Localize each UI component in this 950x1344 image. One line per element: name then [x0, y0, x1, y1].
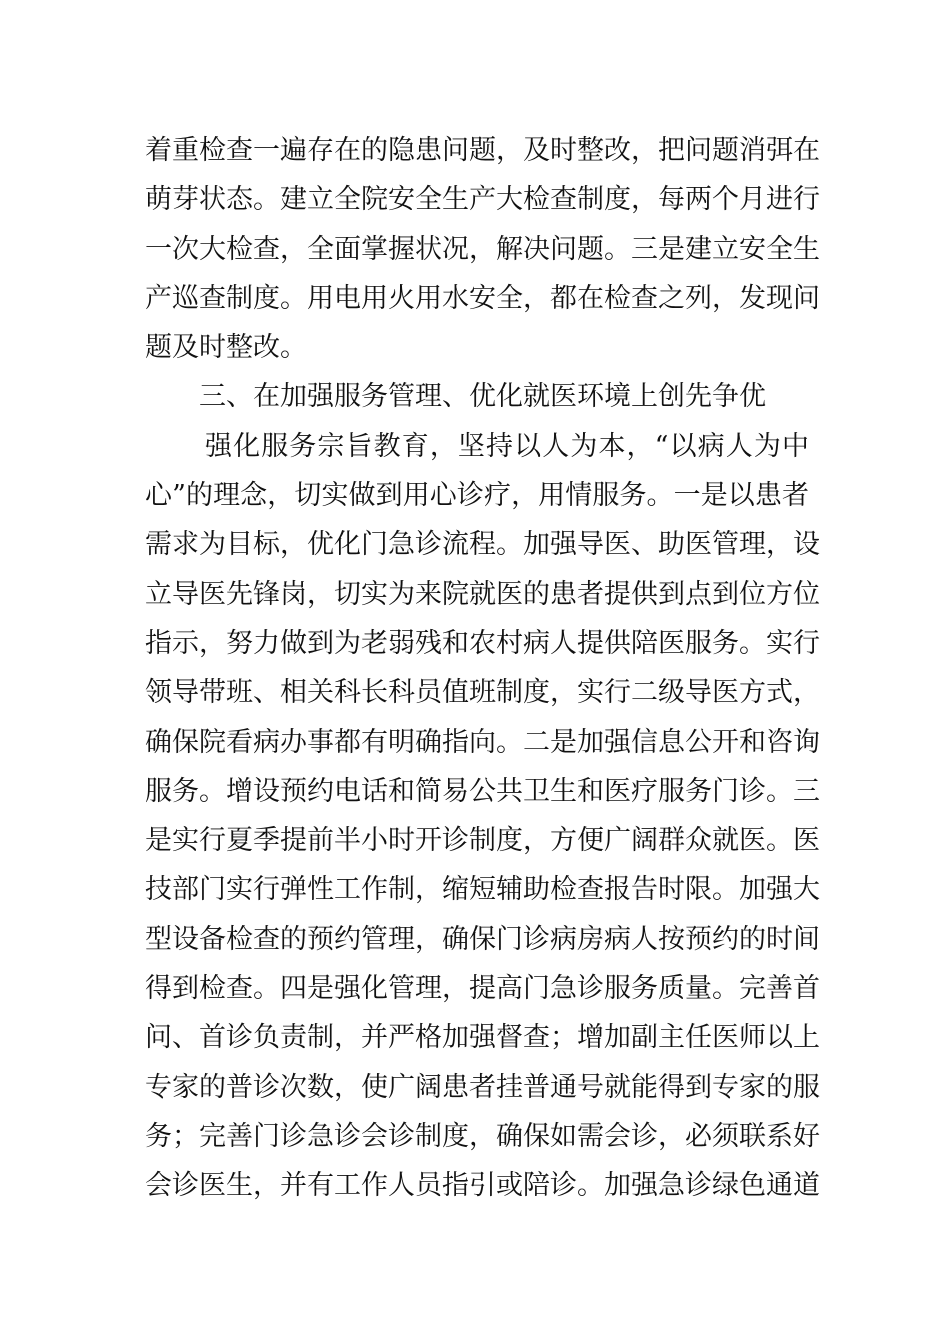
document-body — [145, 126, 820, 1211]
text-line: 是实行夏季提前半小时开诊制度，方便广阔群众就医。医 — [145, 825, 820, 857]
text-line: 得到检查。四是强化管理，提高门急诊服务质量。完善首 — [145, 973, 820, 1005]
text-line: 题及时整改。 — [145, 332, 307, 364]
section-heading: 三、在加强服务管理、优化就医环境上创先争优 — [199, 381, 766, 413]
text-line: 强化服务宗旨教育，坚持以人为本，“以病人为中 — [205, 430, 809, 462]
text-line: 技部门实行弹性工作制，缩短辅助检查报告时限。加强大 — [145, 874, 820, 906]
text-line: 一次大检查，全面掌握状况，解决问题。三是建立安全生 — [145, 233, 820, 265]
text-line: 服务。增设预约电话和简易公共卫生和医疗服务门诊。三 — [145, 775, 820, 807]
text-line: 问、首诊负责制，并严格加强督查；增加副主任医师以上 — [145, 1022, 820, 1054]
text-line: 着重检查一遍存在的隐患问题，及时整改，把问题消弭在 — [145, 135, 820, 166]
text-line: 需求为目标，优化门急诊流程。加强导医、助医管理，设 — [145, 529, 820, 561]
text-line: 产巡查制度。用电用火用水安全，都在检查之列，发现问 — [145, 282, 820, 314]
text-line: 型设备检查的预约管理，确保门诊病房病人按预约的时间 — [145, 923, 820, 955]
text-line: 心”的理念，切实做到用心诊疗，用情服务。一是以患者 — [145, 480, 809, 512]
text-line: 指示，努力做到为老弱残和农村病人提供陪医服务。实行 — [145, 627, 820, 659]
text-line: 会诊医生，并有工作人员指引或陪诊。加强急诊绿色通道 — [145, 1170, 820, 1202]
text-line: 专家的普诊次数，使广阔患者挂普通号就能得到专家的服 — [145, 1071, 820, 1103]
text-line: 领导带班、相关科长科员值班制度，实行二级导医方式， — [145, 677, 820, 709]
text-line: 立导医先锋岗，切实为来院就医的患者提供到点到位方位 — [145, 578, 820, 610]
text-line: 确保院看病办事都有明确指向。二是加强信息公开和咨询 — [145, 726, 820, 758]
text-line: 萌芽状态。建立全院安全生产大检查制度，每两个月进行 — [145, 184, 820, 216]
text-line: 务；完善门诊急诊会诊制度，确保如需会诊，必须联系好 — [145, 1120, 820, 1152]
